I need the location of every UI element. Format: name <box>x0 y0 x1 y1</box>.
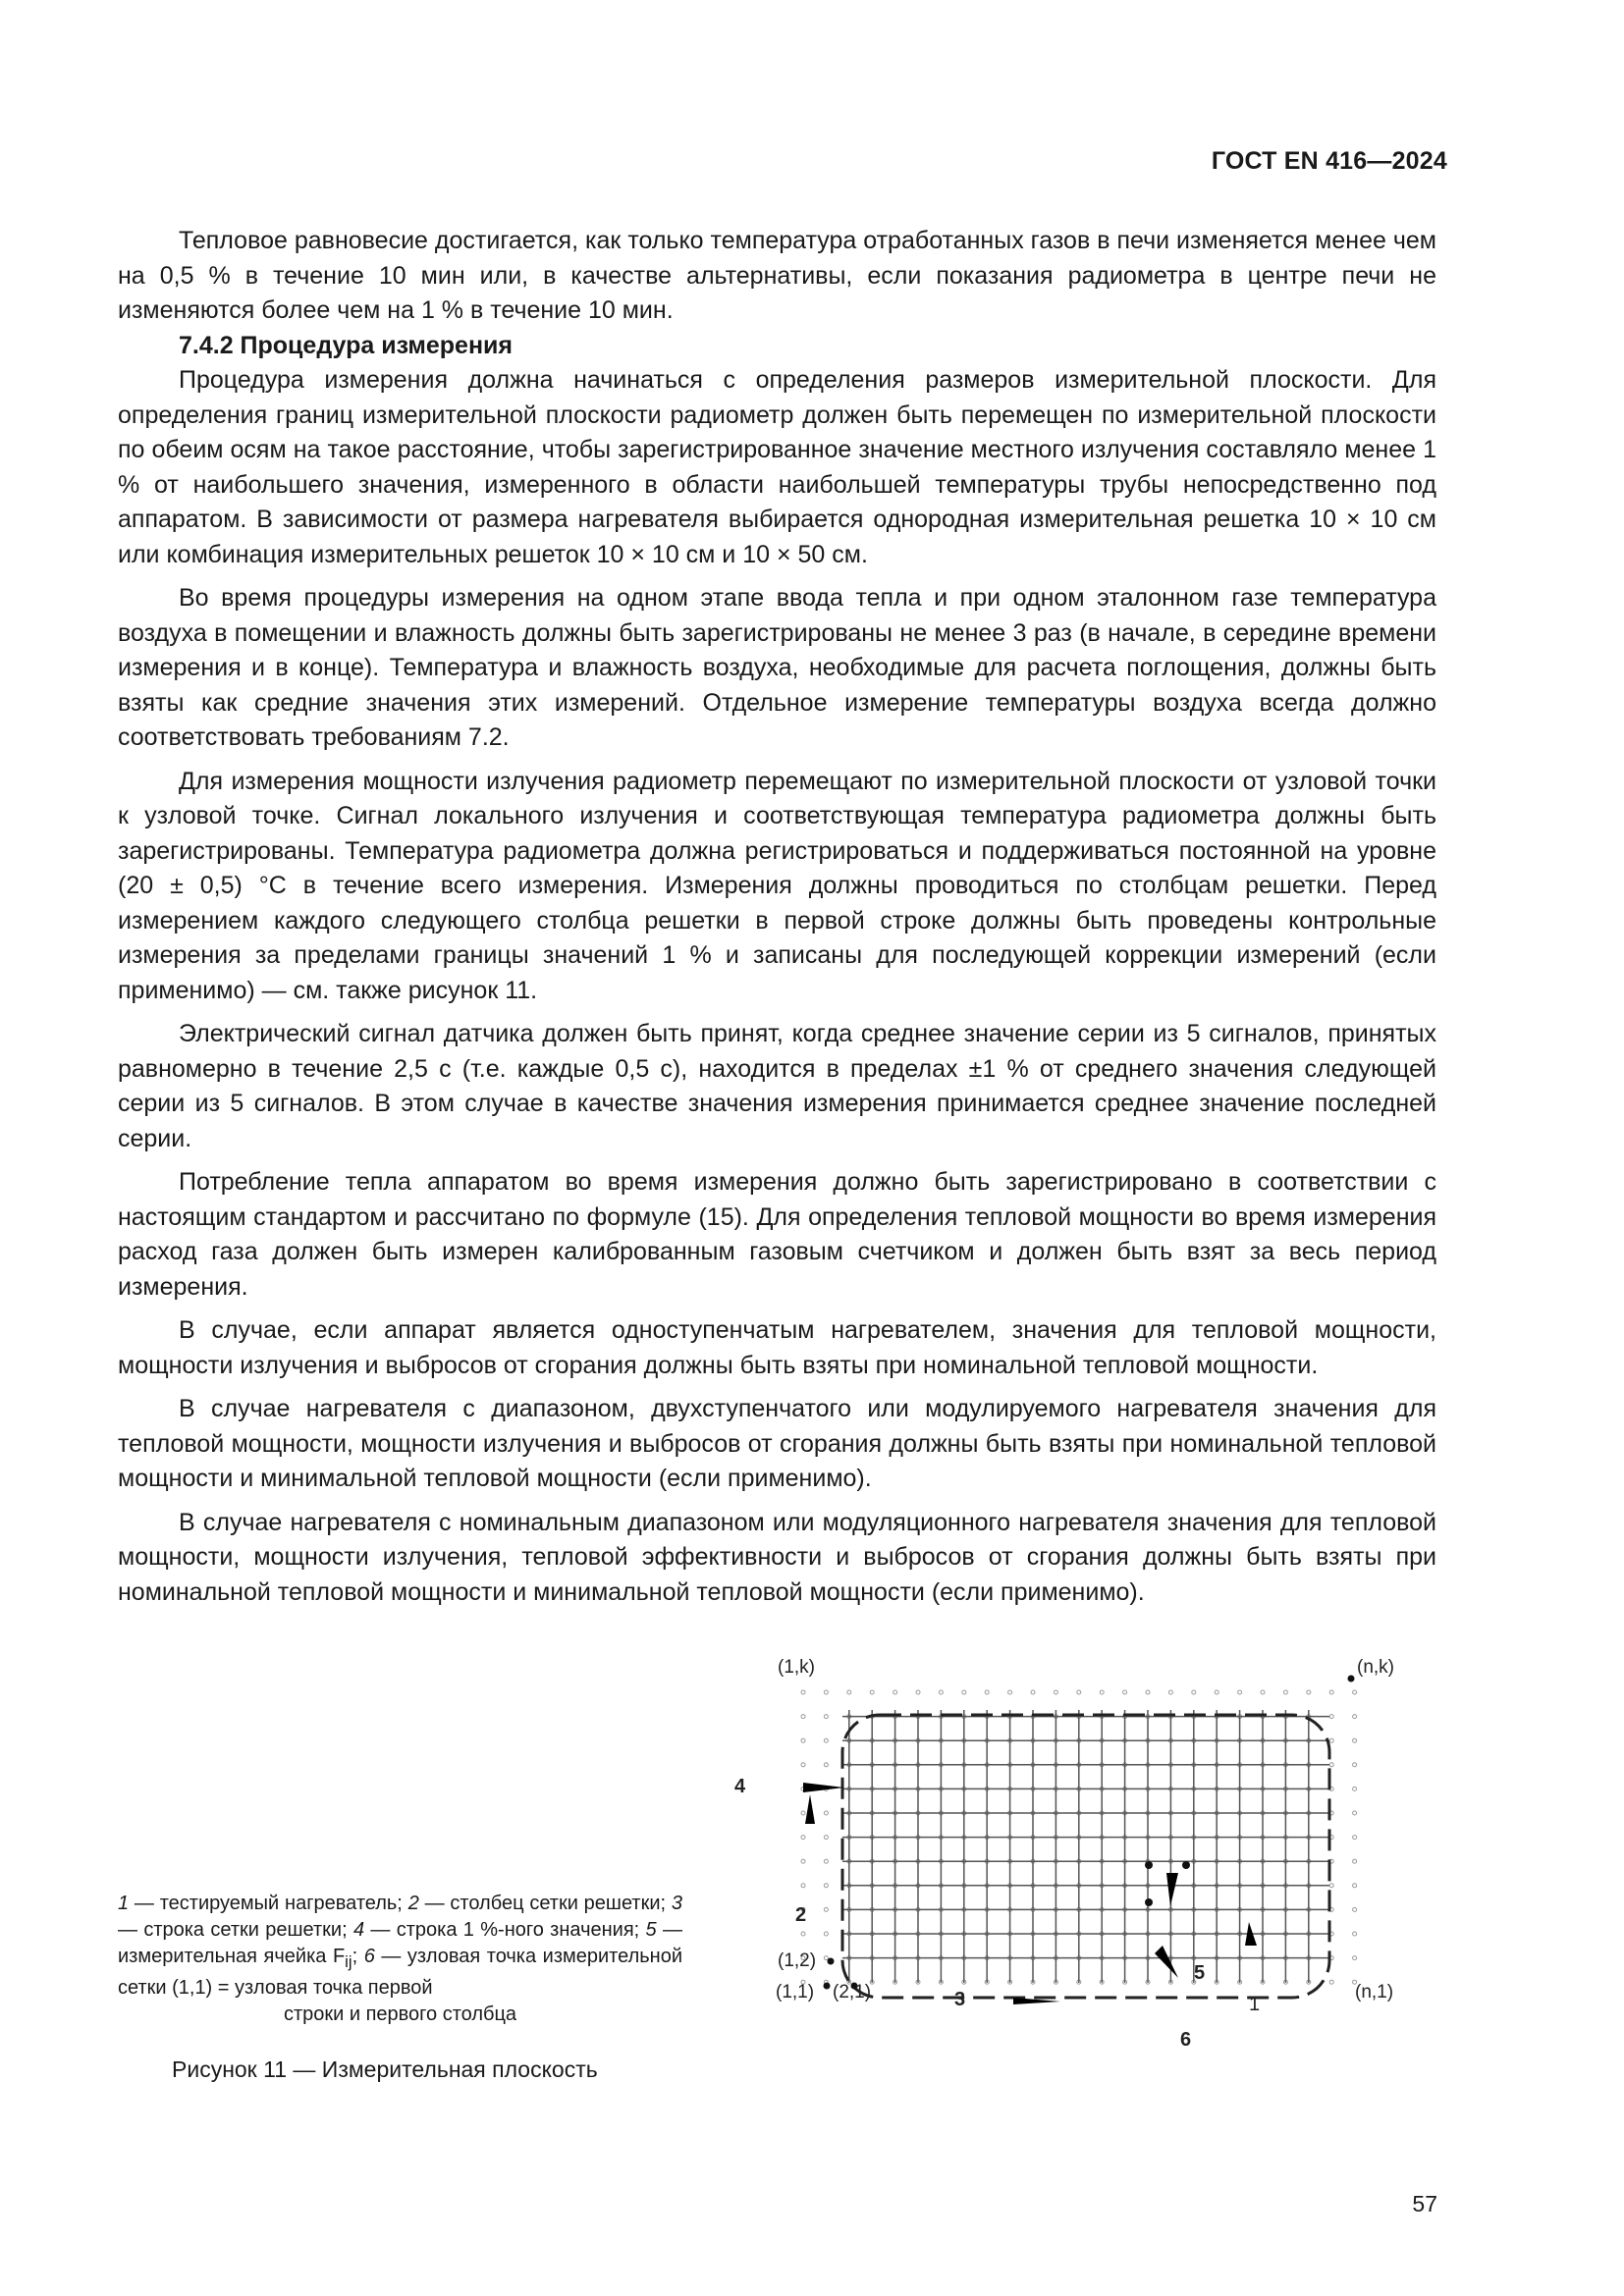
paragraph: В случае, если аппарат является одноступенчатым нагревателем, значения для тепловой мощности, мощности излучения и выбросов от сгорания должны быть взяты при номинальной тепловой мощности. <box>118 1316 1436 1379</box>
legend-number: 6 <box>363 1946 375 1967</box>
legend-number: 3 <box>671 1893 683 1914</box>
figure-title: Рисунок 11 — Измерительная плоскость <box>172 2056 598 2082</box>
arrow-pointer-4a <box>803 1783 844 1792</box>
number-4: 4 <box>734 1776 746 1797</box>
paragraph: Для измерения мощности излучения радиометр перемещают по измерительной плоскости от узловой точки к узловой точке. Сигнал локального излучения и соответствующая температура радиометра должны быть зарегистрированы. Температура радиометра должна регистрироваться и поддерживаться постоянной на уровне (20 ± 0,5) °C в течение всего измерения. Измерения должны проводиться по столбцам решетки. Перед измерением каждого следующего столбца решетки в первой строке должны быть проведены контрольные измерения за пределами границы значений 1 % и записаны для последующей коррекции измерений (если применимо) — см. также рисунок 11. <box>118 767 1436 1004</box>
grid-node <box>824 1859 828 1863</box>
grid-node <box>1353 1836 1357 1840</box>
grid-node <box>824 1956 828 1960</box>
grid-node <box>1215 1690 1218 1694</box>
grid-node <box>1353 1859 1357 1863</box>
grid-node <box>1329 1715 1333 1719</box>
body-text <box>118 224 1436 1610</box>
number-6: 6 <box>1180 2029 1192 2051</box>
grid-node <box>1146 1690 1150 1694</box>
grid-node <box>962 1690 966 1694</box>
paragraph: Тепловое равновесие достигается, как только температура отработанных газов в печи изменяется менее чем на 0,5 % в течение 10 мин или, в качестве альтернативы, если показания радиометра в центре печи не изменяются более чем на 1 % в течение 10 мин. <box>118 227 1436 324</box>
grid-node <box>893 1690 897 1694</box>
heater-outline <box>842 1715 1329 1998</box>
number-2: 2 <box>795 1904 807 1926</box>
paragraph: Электрический сигнал датчика должен быть принят, когда среднее значение серии из 5 сигналов, принятых равномерно в течение 2,5 с (т.е. каждые 0,5 с), находится в пределах ±1 % от среднего значения следующей серии из 5 сигналов. В этом случае в качестве значения измерения принимается среднее значение последней серии. <box>118 1020 1436 1152</box>
node-point <box>824 1983 831 1990</box>
label-12: (1,2) <box>778 1950 817 1971</box>
grid-node <box>824 1907 828 1911</box>
grid-node <box>824 1738 828 1742</box>
grid-node <box>801 1811 805 1815</box>
grid-node <box>1329 1738 1333 1742</box>
grid-node <box>1329 1690 1333 1694</box>
grid-node <box>1353 1763 1357 1767</box>
arrow-pointer-5 <box>1155 1946 1178 1978</box>
measurement-plane-figure <box>727 1649 1434 2081</box>
label-1k: (1,k) <box>778 1657 815 1678</box>
label-nk: (n,k) <box>1357 1657 1394 1678</box>
grid-node <box>1008 1690 1012 1694</box>
legend-number: 5 <box>645 1919 657 1941</box>
section-heading: 7.4.2 Процедура измерения <box>179 331 514 359</box>
arrow-pointer-4b <box>805 1794 815 1824</box>
node-point <box>1182 1861 1190 1869</box>
grid-node <box>1261 1690 1265 1694</box>
grid-node <box>1353 1884 1357 1888</box>
grid-node <box>801 1715 805 1719</box>
grid-node <box>1329 1884 1333 1888</box>
grid-node <box>801 1690 805 1694</box>
node-point <box>1145 1898 1153 1906</box>
legend-number: 2 <box>407 1893 419 1914</box>
legend-number: 1 <box>118 1893 130 1914</box>
grid-node <box>824 1932 828 1936</box>
number-1: 1 <box>1249 1994 1261 2015</box>
figure-legend: 1 — тестируемый нагреватель; 2 — столбец сетки решетки; 3 — строка сетки решетки; 4 — строка 1 %-ного значения; 5 — измерительная ячейка $F_{ij}$; 6 — узловая точка измерительной сетки (1,1) = узловая точка первой строки и первого столбца <box>118 1893 683 2025</box>
grid-node <box>916 1690 920 1694</box>
number-3: 3 <box>954 1989 966 2010</box>
grid-node <box>1031 1690 1035 1694</box>
grid-node <box>1329 1763 1333 1767</box>
grid-node <box>1077 1690 1081 1694</box>
grid-node <box>1123 1690 1127 1694</box>
grid-node <box>1353 1738 1357 1742</box>
grid-node <box>985 1690 989 1694</box>
node-point <box>1348 1676 1355 1682</box>
paragraph: Во время процедуры измерения на одном этапе ввода тепла и при одном эталонном газе температура воздуха в помещении и влажность должны быть зарегистрированы не менее 3 раз (в начале, в середине времени измерения и в конце). Температура и влажность воздуха, необходимые для расчета поглощения, должны быть взяты как средние значения этих измерений. Отдельное измерение температуры воздуха всегда должно соответствовать требованиям 7.2. <box>118 584 1436 751</box>
grid-node <box>824 1715 828 1719</box>
paragraph: Потребление тепла аппаратом во время измерения должно быть зарегистрировано в соответствии с настоящим стандартом и рассчитано по формуле (15). Для определения тепловой мощности во время измерения расход газа должен быть измерен калиброванным газовым счетчиком и должен быть взят за весь период измерения. <box>118 1168 1436 1301</box>
grid-node <box>1100 1690 1104 1694</box>
grid-node <box>1329 1980 1333 1984</box>
grid-node <box>1283 1690 1287 1694</box>
grid-node <box>824 1811 828 1815</box>
node-point <box>1145 1861 1153 1869</box>
grid-node <box>1192 1690 1196 1694</box>
grid-lines <box>842 1710 1329 1983</box>
grid-node <box>801 1884 805 1888</box>
label-n1: (n,1) <box>1355 1982 1394 2002</box>
grid-node <box>1353 1690 1357 1694</box>
node-point <box>828 1958 835 1965</box>
number-5: 5 <box>1194 1962 1206 1984</box>
grid-node <box>1353 1907 1357 1911</box>
grid-node <box>1353 1715 1357 1719</box>
grid-node <box>1353 1811 1357 1815</box>
grid-node <box>801 1763 805 1767</box>
grid-node <box>801 1738 805 1742</box>
grid-node <box>824 1763 828 1767</box>
grid-node <box>870 1690 874 1694</box>
grid-node <box>1353 1956 1357 1960</box>
grid-node <box>801 1932 805 1936</box>
paragraph: В случае нагревателя с номинальным диапазоном или модуляционного нагревателя значения для тепловой мощности, мощности излучения, тепловой эффективности и выбросов от сгорания должны быть взяты при номинальной тепловой мощности и минимальной тепловой мощности (если применимо). <box>118 1508 1436 1606</box>
grid-node <box>1353 1932 1357 1936</box>
grid-node <box>1307 1690 1311 1694</box>
arrow-pointer-col <box>1166 1873 1178 1906</box>
label-11: (1,1) <box>776 1982 815 2002</box>
grid-node <box>1054 1690 1057 1694</box>
grid-node <box>1168 1690 1172 1694</box>
grid-node <box>824 1884 828 1888</box>
grid-node <box>824 1836 828 1840</box>
document-id-header: ГОСТ EN 416—2024 <box>1211 147 1447 175</box>
grid-node <box>801 1859 805 1863</box>
grid-node <box>801 1836 805 1840</box>
label-21: (2,1) <box>833 1982 872 2002</box>
grid-node <box>939 1690 943 1694</box>
legend-number: 4 <box>352 1919 365 1941</box>
paragraph: В случае нагревателя с диапазоном, двухступенчатого или модулируемого нагревателя значения для тепловой мощности, мощности излучения и выбросов от сгорания должны быть взяты при номинальной тепловой мощности и минимальной тепловой мощности (если применимо). <box>118 1395 1436 1492</box>
grid-node <box>1238 1690 1242 1694</box>
grid-node <box>824 1690 828 1694</box>
grid-node <box>1353 1787 1357 1790</box>
page-number: 57 <box>1412 2191 1437 2216</box>
paragraph: Процедура измерения должна начинаться с определения размеров измерительной плоскости. Для определения границ измерительной плоскости радиометр должен быть перемещен по измерительной плоскости по обеим осям на такое расстояние, чтобы зарегистрированное значение местного излучения составляло менее 1 % от наибольшего значения, измеренного в области наибольшей температуры трубы непосредственно под аппаратом. В зависимости от размера нагревателя выбирается однородная измерительная решетка 10 × 10 см или комбинация измерительных решеток 10 × 10 см и 10 × 50 см. <box>118 366 1436 568</box>
grid-node <box>847 1690 851 1694</box>
